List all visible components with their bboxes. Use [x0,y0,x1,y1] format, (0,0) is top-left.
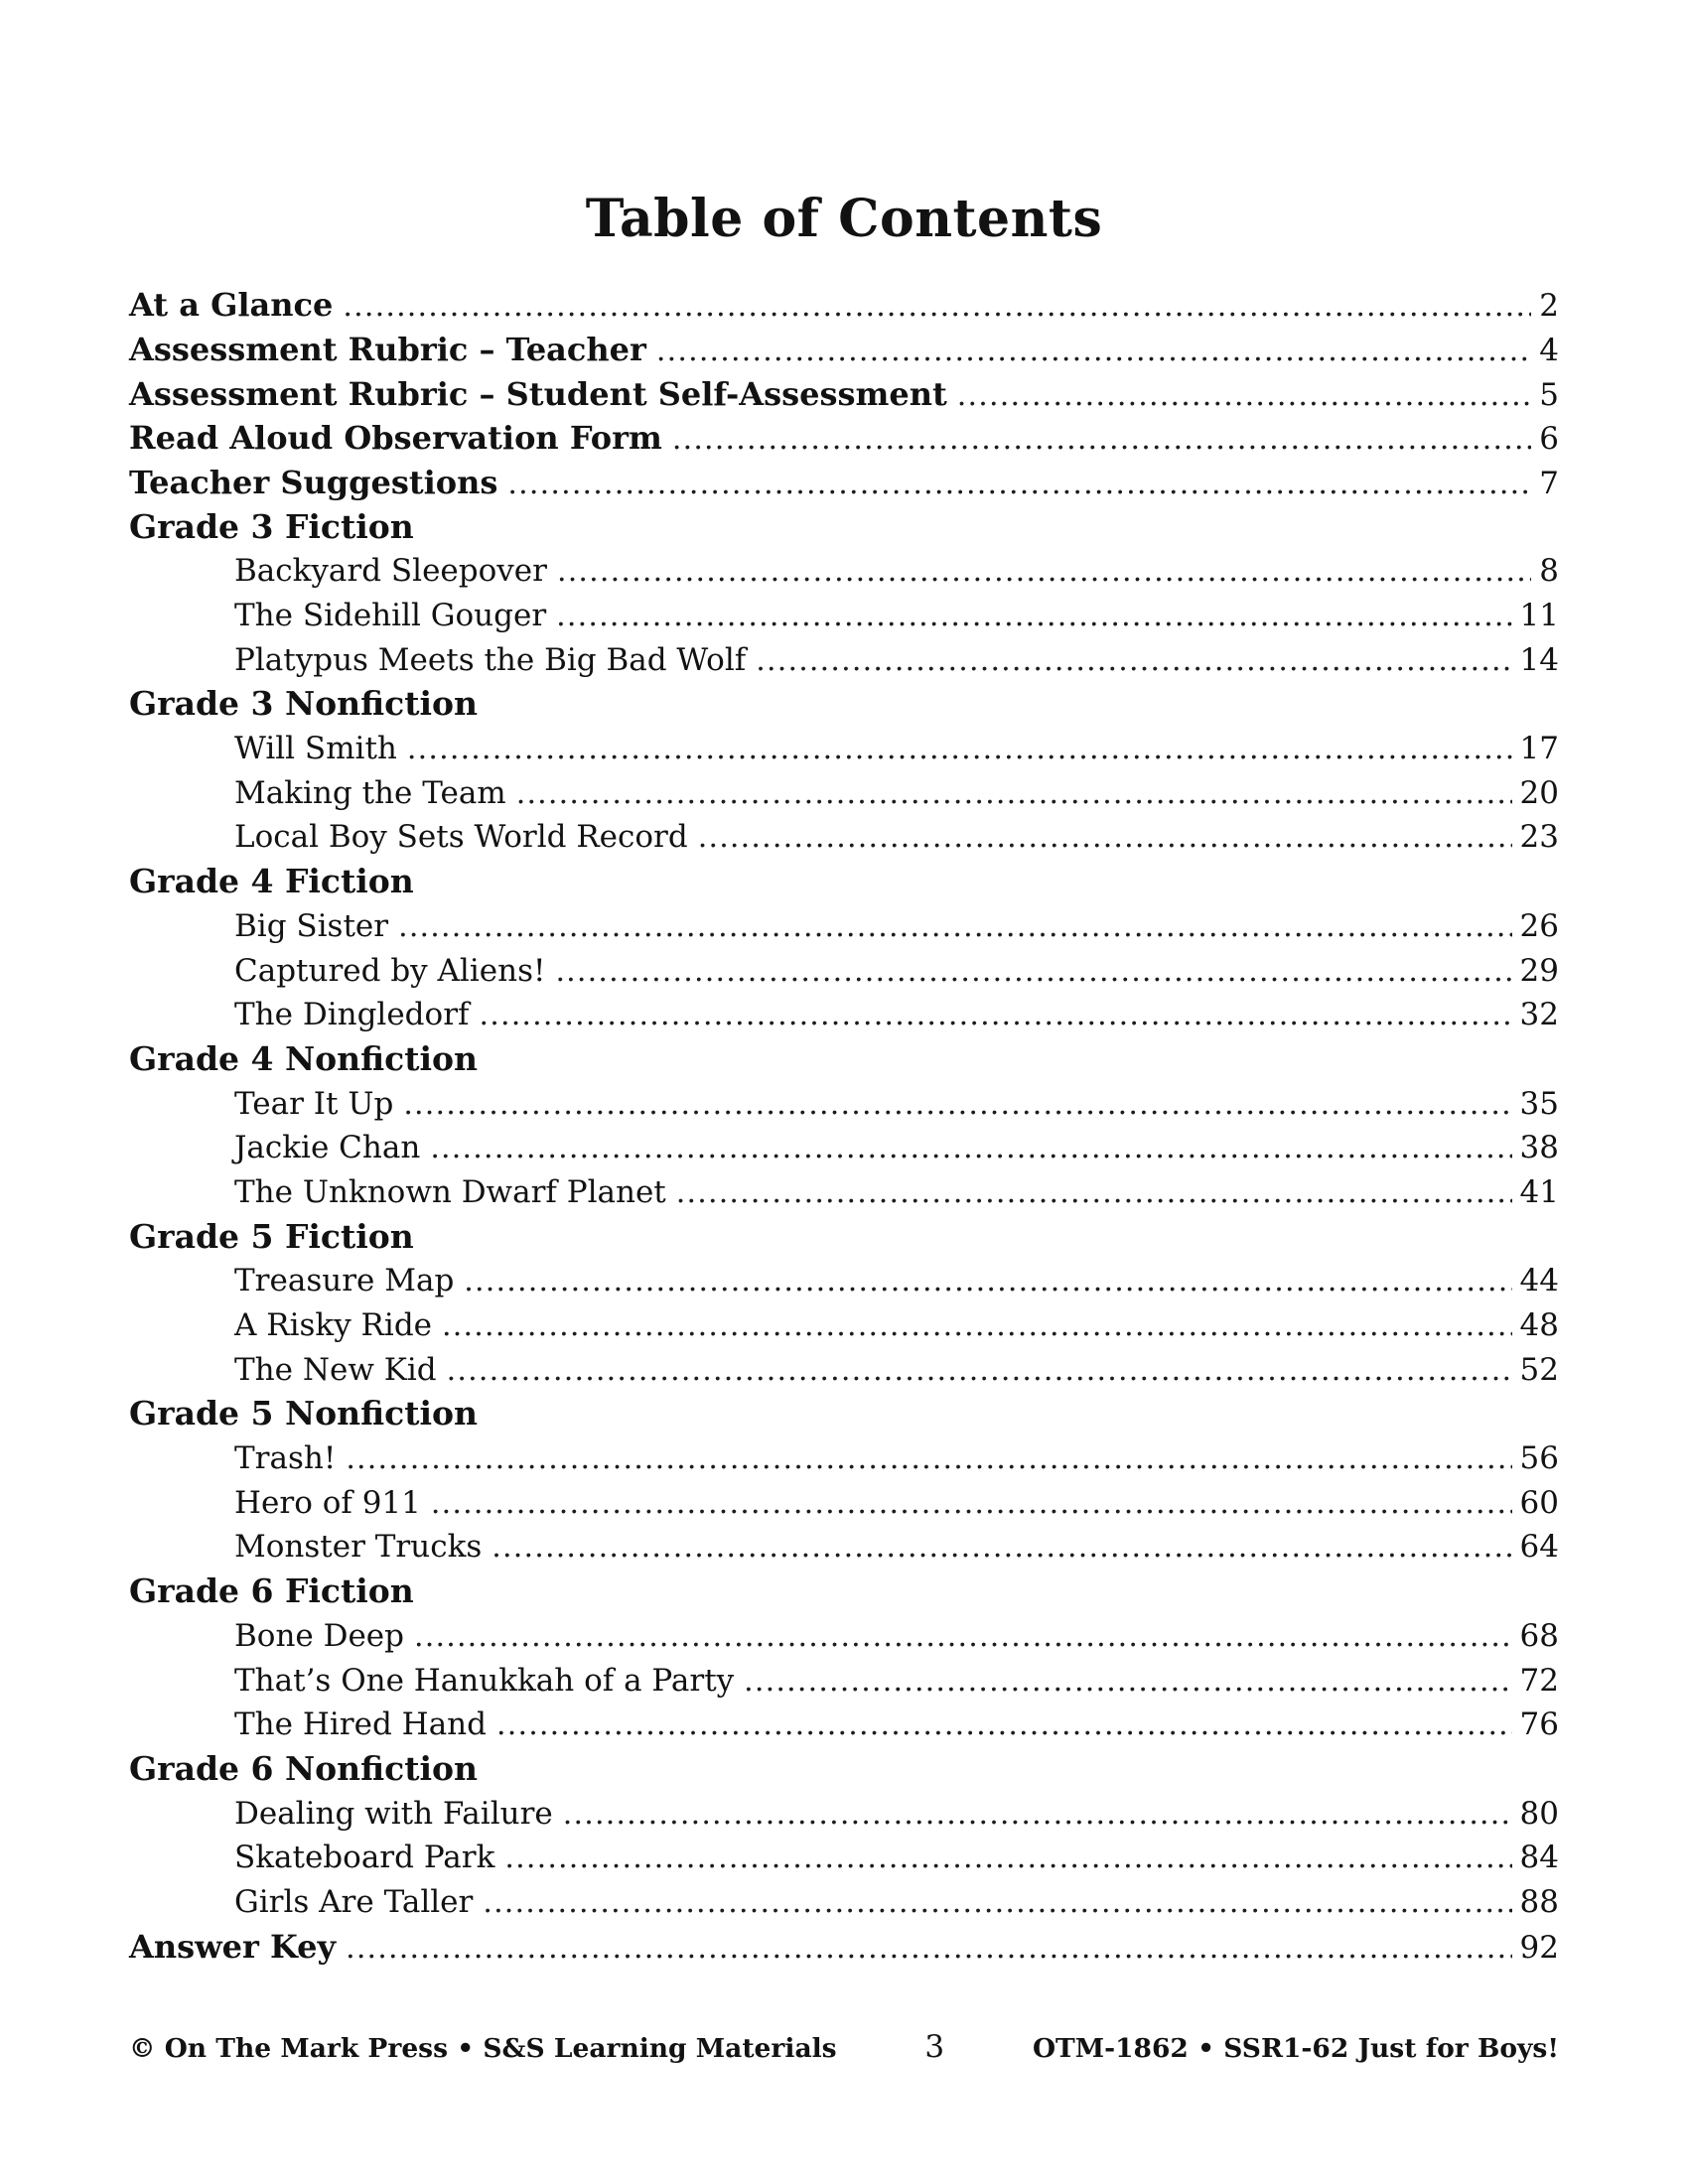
toc-entry-label: A Risky Ride [234,1307,433,1343]
footer-copyright: © On The Mark Press • S&S Learning Materials [129,2033,837,2064]
toc-section-heading [129,505,1559,550]
toc-entry-label: The Dingledorf [234,997,470,1033]
toc-entry [129,1259,1559,1303]
toc-entry-label: Tear It Up [234,1085,394,1122]
toc-page-number: 11 [1519,598,1559,633]
toc-entry-label: Platypus Meets the Big Bad Wolf [234,641,747,678]
toc-entry-label: Big Sister [234,907,389,944]
toc-entry-label: Trash! [234,1440,337,1477]
toc-page-number: 20 [1519,774,1559,811]
toc-page-number: 38 [1519,1130,1559,1166]
toc-entry-label: Dealing with Failure [234,1795,553,1832]
toc-entry [129,1703,1559,1747]
toc-entry-label: Jackie Chan [234,1130,421,1166]
toc-page-number: 80 [1519,1795,1559,1832]
toc-section-heading [129,1392,1559,1436]
toc-entry [129,815,1559,860]
toc-entry-label: Bone Deep [234,1617,404,1654]
toc-leader-dots [516,771,1512,817]
toc-entry [129,372,1559,417]
page-footer [129,2029,1559,2065]
toc-leader-dots [442,1303,1512,1349]
toc-entry [129,283,1559,328]
toc-leader-dots [346,1436,1511,1482]
toc-leader-dots [557,549,1531,595]
toc-entry [129,771,1559,816]
toc-page-number: 17 [1519,731,1559,767]
toc-entry [129,1792,1559,1837]
toc-entry-label: Assessment Rubric – Teacher [129,330,646,368]
toc-entry-label: Grade 6 Fiction [129,1571,414,1611]
toc-leader-dots [407,727,1512,772]
toc-entry-label: At a Glance [129,286,334,325]
toc-entry-label: The Hired Hand [234,1706,487,1743]
toc-page-number: 92 [1519,1929,1559,1966]
toc-leader-dots [479,993,1511,1038]
toc-leader-dots [672,417,1531,463]
toc-leader-dots [555,949,1511,995]
toc-entry [129,904,1559,949]
toc-page-number: 8 [1539,553,1559,590]
toc-leader-dots [656,329,1531,374]
toc-section-heading [129,1570,1559,1614]
toc-entry [129,1925,1559,1970]
toc-entry-label: Grade 6 Nonfiction [129,1748,478,1788]
toc-leader-dots [507,462,1531,507]
toc-entry-label: The Unknown Dwarf Planet [234,1173,666,1210]
toc-page-number: 48 [1519,1307,1559,1343]
toc-leader-dots [431,1481,1512,1527]
toc-leader-dots [447,1348,1512,1394]
toc-entry-label: Grade 4 Fiction [129,862,414,901]
toc-page-number: 23 [1519,819,1559,856]
toc-leader-dots [756,638,1511,684]
toc-page-number: 14 [1519,641,1559,678]
toc-entry-label: Will Smith [234,731,397,767]
toc-entry-label: Grade 5 Nonfiction [129,1394,478,1433]
toc-entry [129,1880,1559,1925]
toc-entry [129,1659,1559,1704]
toc-entry-label: Grade 3 Nonfiction [129,684,478,724]
toc-entry [129,638,1559,683]
toc-leader-dots [957,373,1531,419]
toc-leader-dots [556,594,1511,639]
toc-entry [129,328,1559,372]
toc-page-number: 26 [1519,907,1559,944]
toc-entry [129,993,1559,1037]
toc-entry-label: Skateboard Park [234,1840,495,1876]
toc-leader-dots [430,1126,1511,1171]
toc-entry [129,1614,1559,1659]
toc-entry-label: Answer Key [129,1927,337,1966]
toc-entry [129,549,1559,594]
toc-entry [129,1126,1559,1170]
toc-entry-label: The New Kid [234,1351,437,1388]
toc-entry [129,1525,1559,1570]
toc-section-heading [129,1215,1559,1260]
toc-page-number: 2 [1539,288,1559,325]
toc-list [129,283,1559,1969]
toc-section-heading [129,1747,1559,1792]
toc-entry-label: Local Boy Sets World Record [234,819,688,856]
toc-page-number: 5 [1539,376,1559,413]
toc-leader-dots [346,1926,1511,1972]
toc-entry [129,727,1559,771]
toc-leader-dots [504,1836,1511,1881]
toc-leader-dots [698,815,1512,861]
toc-page-number: 6 [1539,421,1559,458]
toc-leader-dots [414,1614,1512,1660]
toc-leader-dots [563,1792,1512,1838]
toc-entry-label: Backyard Sleepover [234,553,547,590]
toc-entry [129,1436,1559,1481]
toc-leader-dots [398,904,1511,950]
toc-page-number: 84 [1519,1840,1559,1876]
toc-entry [129,1303,1559,1348]
toc-leader-dots [492,1525,1511,1570]
toc-page-number: 72 [1519,1662,1559,1699]
page-title: Table of Contents [585,189,1103,249]
toc-page-number: 44 [1519,1263,1559,1299]
toc-entry [129,1170,1559,1215]
toc-page-number: 64 [1519,1529,1559,1566]
toc-entry [129,594,1559,638]
toc-page-number: 52 [1519,1351,1559,1388]
toc-leader-dots [343,284,1531,330]
footer-product-code: OTM-1862 • SSR1-62 Just for Boys! [1032,2033,1559,2064]
toc-page-number: 7 [1539,465,1559,501]
toc-entry [129,949,1559,994]
footer-page-number: 3 [924,2029,945,2065]
toc-page-number: 32 [1519,997,1559,1033]
toc-entry [129,1348,1559,1393]
toc-page-number: 41 [1519,1173,1559,1210]
toc-leader-dots [483,1880,1511,1926]
toc-entry-label: Read Aloud Observation Form [129,419,662,458]
toc-leader-dots [676,1170,1512,1216]
toc-leader-dots [496,1703,1512,1748]
toc-page-number: 56 [1519,1440,1559,1477]
toc-section-heading [129,1037,1559,1082]
toc-entry-label: Hero of 911 [234,1484,421,1521]
toc-entry-label: Girls Are Taller [234,1883,474,1920]
toc-page-number: 88 [1519,1883,1559,1920]
toc-entry [129,1836,1559,1880]
toc-entry-label: Grade 5 Fiction [129,1216,414,1256]
toc-entry-label: The Sidehill Gouger [234,598,547,633]
toc-entry-label: Assessment Rubric – Student Self-Assessment [129,374,947,413]
toc-entry [129,1481,1559,1526]
toc-section-heading [129,682,1559,727]
toc-entry-label: Grade 3 Fiction [129,506,414,546]
toc-page-number: 60 [1519,1484,1559,1521]
toc-leader-dots [464,1259,1511,1304]
toc-entry-label: Teacher Suggestions [129,463,498,501]
toc-entry-label: Making the Team [234,774,506,811]
toc-entry [129,461,1559,505]
toc-entry-label: Grade 4 Nonfiction [129,1038,478,1078]
toc-entry-label: That’s One Hanukkah of a Party [234,1662,735,1699]
toc-entry-label: Captured by Aliens! [234,952,546,989]
toc-page-number: 4 [1539,332,1559,368]
toc-entry-label: Treasure Map [234,1263,455,1299]
toc-leader-dots [744,1659,1511,1705]
toc-entry-label: Monster Trucks [234,1529,483,1566]
toc-entry [129,1082,1559,1127]
toc-leader-dots [403,1082,1511,1128]
toc-section-heading [129,860,1559,904]
toc-page-number: 29 [1519,952,1559,989]
toc-page-number: 68 [1519,1617,1559,1654]
toc-entry [129,416,1559,461]
toc-page-number: 76 [1519,1706,1559,1743]
toc-page-number: 35 [1519,1085,1559,1122]
